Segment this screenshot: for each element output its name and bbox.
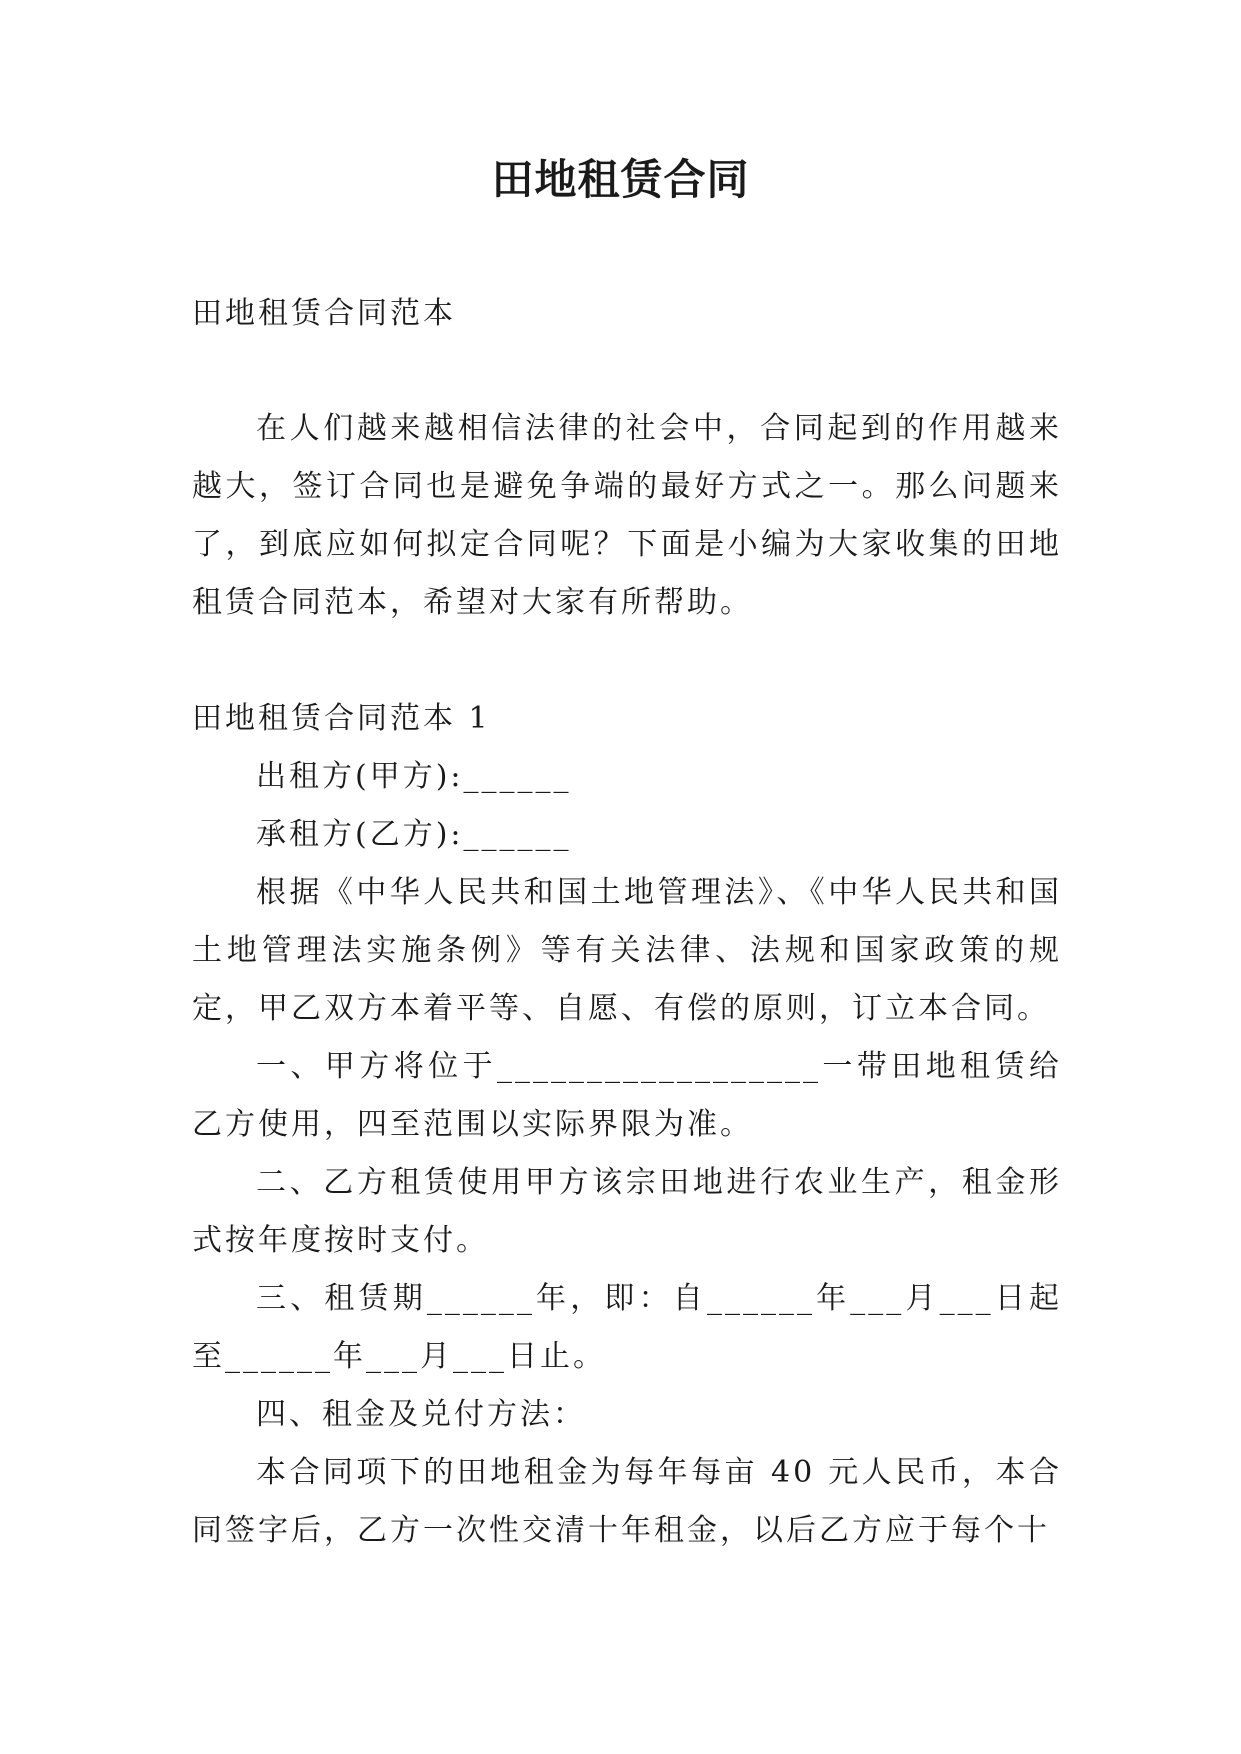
intro-paragraph: 在人们越来越相信法律的社会中，合同起到的作用越来越大，签订合同也是避免争端的最好方式之一。那么问题来了，到底应如何拟定合同呢？下面是小编为大家收集的田地租赁合同范本，希望对大家有所帮助。	[192, 411, 1062, 620]
lessee-line: 承租方(乙方):______	[256, 817, 572, 852]
document-subtitle: 田地租赁合同范本	[192, 296, 456, 331]
document-body	[192, 285, 1062, 1560]
basis-paragraph: 根据《中华人民共和国土地管理法》、《中华人民共和国土地管理法实施条例》等有关法律、法规和国家政策的规定，甲乙双方本着平等、自愿、有偿的原则，订立本合同。	[192, 875, 1062, 1026]
document-title: 田地租赁合同	[491, 155, 750, 204]
clause-4-heading: 四、租金及兑付方法：	[256, 1397, 586, 1432]
clause-3: 三、租赁期______年，即：自______年___月___日起至______年___月___日止。	[192, 1281, 1062, 1374]
section-heading: 田地租赁合同范本 1	[192, 701, 491, 736]
clause-2: 二、乙方租赁使用甲方该宗田地进行农业生产，租金形式按年度按时支付。	[192, 1165, 1062, 1258]
clause-4-body: 本合同项下的田地租金为每年每亩 40 元人民币，本合同签字后，乙方一次性交清十年租金，以后乙方应于每个十	[192, 1455, 1062, 1548]
lessor-line: 出租方(甲方):______	[256, 759, 572, 794]
clause-1: 一、甲方将位于__________________一带田地租赁给乙方使用，四至范围以实际界限为准。	[192, 1049, 1062, 1142]
